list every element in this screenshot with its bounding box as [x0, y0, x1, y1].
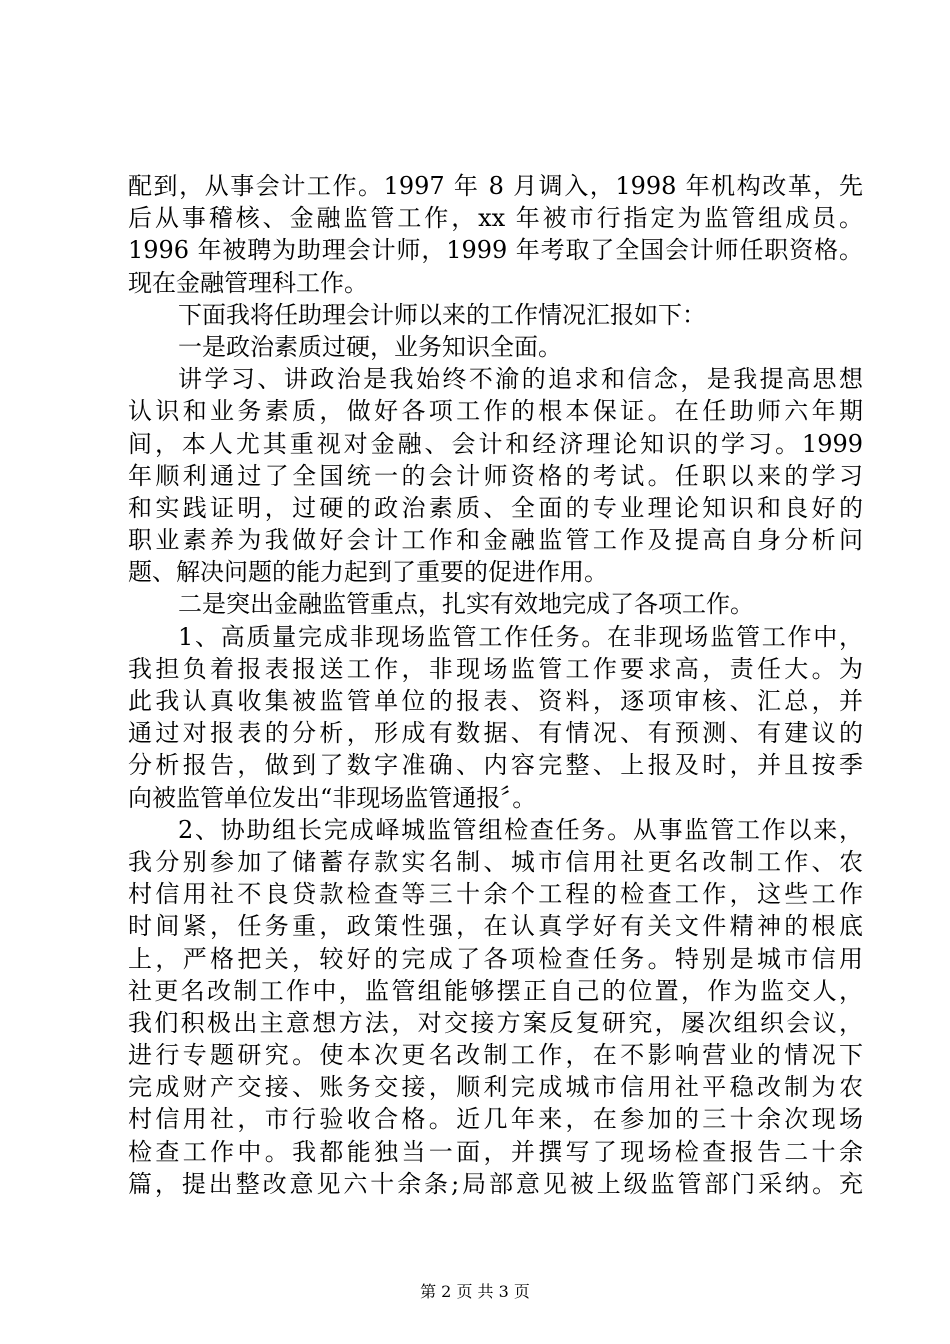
- text-line: 下面我将任助理会计师以来的工作情况汇报如下：: [178, 300, 706, 329]
- document-body: [128, 170, 863, 1200]
- text-line: 向被监管单位发出“非现场监管通报〞。: [128, 783, 537, 812]
- paragraph: [128, 170, 863, 299]
- text-line: 上，严格把关，较好的完成了各项检查任务。特别是城市信用: [128, 944, 863, 973]
- paragraph: [128, 588, 863, 620]
- text-line: 村信用社，市行验收合格。近几年来，在参加的三十余次现场: [128, 1105, 863, 1134]
- text-line: 此我认真收集被监管单位的报表、资料，逐项审核、汇总，并: [128, 687, 863, 715]
- text-line: 完成财产交接、账务交接，顺利完成城市信用社平稳改制为农: [128, 1073, 863, 1102]
- text-line: 配到，从事会计工作。1997 年 8 月调入，1998 年机构改革，先: [128, 172, 863, 200]
- paragraph: [128, 814, 863, 1200]
- text-line: 社更名改制工作中，监管组能够摆正自己的位置，作为监交人，: [128, 976, 863, 1005]
- text-line: 年顺利通过了全国统一的会计师资格的考试。任职以来的学习: [128, 461, 863, 490]
- page-footer: 第 2 页 共 3 页: [420, 1282, 530, 1301]
- text-line: 我们积极出主意想方法，对交接方案反复研究，屡次组织会议，: [128, 1008, 863, 1037]
- text-line: 通过对报表的分析，形成有数据、有情况、有预测、有建议的: [128, 719, 863, 748]
- text-line: 进行专题研究。使本次更名改制工作，在不影响营业的情况下: [128, 1041, 863, 1070]
- paragraph: [128, 621, 863, 814]
- text-line: 二是突出金融监管重点，扎实有效地完成了各项工作。: [178, 590, 754, 619]
- text-line: 一是政治素质过硬，业务知识全面。: [178, 332, 562, 361]
- text-line: 1、高质量完成非现场监管工作任务。在非现场监管工作中，: [178, 622, 863, 651]
- text-line: 2、协助组长完成峄城监管组检查任务。从事监管工作以来，: [178, 815, 863, 844]
- text-line: 题、解决问题的能力起到了重要的促进作用。: [128, 558, 608, 587]
- text-line: 和实践证明，过硬的政治素质、全面的专业理论知识和良好的: [128, 493, 863, 522]
- text-line: 认识和业务素质，做好各项工作的根本保证。在任助师六年期: [128, 397, 863, 426]
- text-line: 我担负着报表报送工作，非现场监管工作要求高，责任大。为: [128, 654, 863, 683]
- text-line: 村信用社不良贷款检查等三十余个工程的检查工作，这些工作: [128, 880, 863, 909]
- text-line: 我分别参加了储蓄存款实名制、城市信用社更名改制工作、农: [128, 847, 863, 876]
- text-line: 现在金融管理科工作。: [128, 268, 368, 297]
- text-line: 分析报告，做到了数字准确、内容完整、上报及时，并且按季: [128, 751, 863, 780]
- paragraph: [128, 363, 863, 588]
- text-line: 篇，提出整改意见六十余条;局部意见被上级监管部门采纳。充: [128, 1169, 863, 1198]
- text-line: 间，本人尤其重视对金融、会计和经济理论知识的学习。1999: [128, 429, 863, 458]
- paragraph: [128, 331, 863, 363]
- paragraph: [128, 299, 863, 331]
- text-line: 1996 年被聘为助理会计师，1999 年考取了全国会计师任职资格。: [128, 236, 863, 265]
- text-line: 时间紧，任务重，政策性强，在认真学好有关文件精神的根底: [128, 912, 863, 941]
- text-line: 讲学习、讲政治是我始终不渝的追求和信念，是我提高思想: [178, 365, 863, 394]
- text-line: 检查工作中。我都能独当一面，并撰写了现场检查报告二十余: [128, 1137, 863, 1166]
- text-line: 职业素养为我做好会计工作和金融监管工作及提高自身分析问: [128, 526, 863, 555]
- text-line: 后从事稽核、金融监管工作，xx 年被市行指定为监管组成员。: [128, 204, 863, 233]
